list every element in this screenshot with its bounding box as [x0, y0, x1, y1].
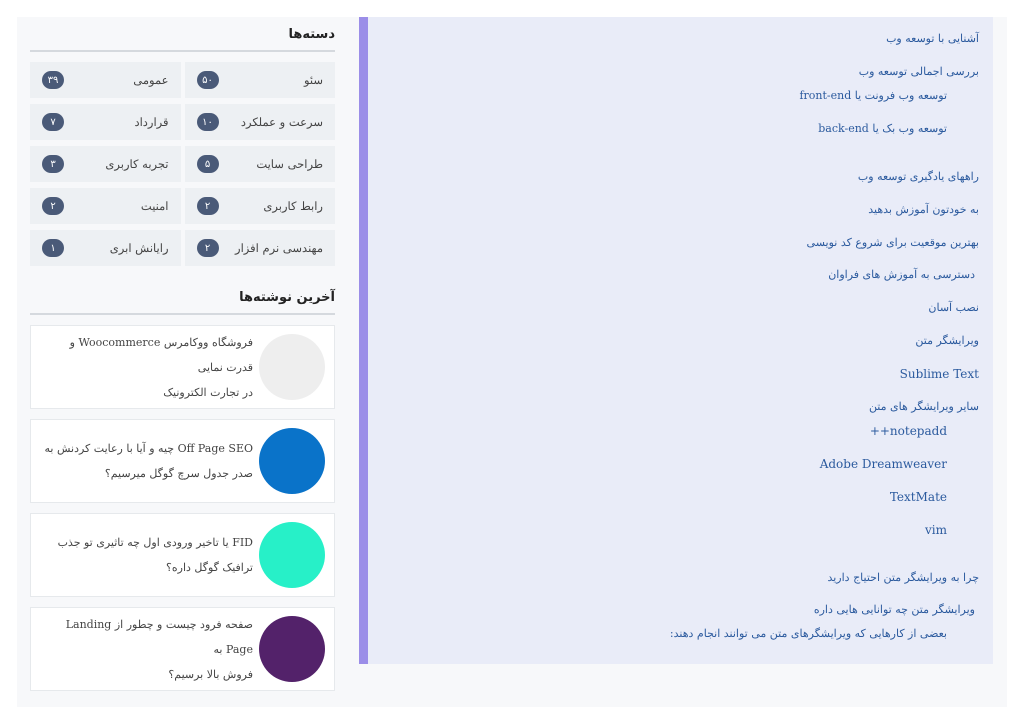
category-item[interactable]	[185, 62, 336, 98]
toc-link[interactable]: توسعه وب فرونت یا front-end	[799, 89, 947, 102]
toc-link[interactable]: چرا به ویرایشگر متن احتیاج دارید	[827, 571, 979, 584]
sidebar	[30, 17, 335, 691]
toc-link[interactable]: ویرایشگر متن چه توانایی هایی داره	[813, 603, 975, 616]
toc-link[interactable]: notepadd++	[869, 424, 947, 438]
categories-title: دسته‌ها	[30, 17, 335, 52]
page	[17, 17, 1007, 707]
category-count-badge: ۲	[197, 239, 219, 257]
recent-post-card[interactable]	[30, 513, 335, 597]
category-name: قرارداد	[134, 115, 169, 129]
recent-post-card[interactable]	[30, 325, 335, 409]
category-item[interactable]	[30, 230, 181, 266]
category-count-badge: ۵	[197, 155, 219, 173]
post-title-line: صفحه فرود چیست و چطور از Landing Page به	[65, 617, 253, 656]
category-count-badge: ۲	[197, 197, 219, 215]
toc-link[interactable]: دسترسی به آموزش های فراوان	[828, 268, 975, 281]
category-item[interactable]	[30, 104, 181, 140]
post-title-link[interactable]	[40, 530, 259, 580]
category-name: مهندسی نرم افزار	[235, 241, 323, 255]
category-count-badge: ۳۹	[42, 71, 64, 89]
post-title-link[interactable]	[40, 436, 259, 486]
category-item[interactable]	[185, 230, 336, 266]
post-title-line: فروش بالا برسیم؟	[168, 667, 253, 681]
post-thumbnail[interactable]	[259, 428, 325, 494]
category-row	[30, 62, 335, 98]
category-name: تجربه کاربری	[105, 157, 169, 171]
post-title-line: در تجارت الکترونیک	[163, 385, 253, 399]
toc-link[interactable]: نصب آسان	[928, 301, 979, 314]
category-count-badge: ۳	[42, 155, 64, 173]
category-item[interactable]	[185, 188, 336, 224]
category-count-badge: ۵۰	[197, 71, 219, 89]
post-title-link[interactable]	[40, 612, 259, 687]
toc-link[interactable]: راههای یادگیری توسعه وب	[857, 170, 979, 183]
toc-link[interactable]: Sublime Text	[899, 367, 979, 381]
table-of-contents-panel	[359, 17, 993, 664]
category-item[interactable]	[30, 188, 181, 224]
category-name: رایانش ابری	[109, 241, 169, 255]
category-item[interactable]	[30, 62, 181, 98]
category-name: امنیت	[140, 199, 169, 213]
category-row	[30, 104, 335, 140]
toc-link[interactable]: توسعه وب بک یا back-end	[818, 122, 947, 135]
category-count-badge: ۲	[42, 197, 64, 215]
toc-link[interactable]: بهترین موقعیت برای شروع کد نویسی	[806, 236, 979, 249]
category-row	[30, 230, 335, 266]
post-thumbnail[interactable]	[259, 334, 325, 400]
post-thumbnail[interactable]	[259, 522, 325, 588]
category-name: طراحی سایت	[256, 157, 323, 171]
toc-link[interactable]: TextMate	[889, 490, 947, 504]
toc-link[interactable]: به خودتون آموزش بدهید	[868, 203, 979, 216]
recent-post-card[interactable]	[30, 419, 335, 503]
toc-link[interactable]: vim	[925, 523, 947, 537]
toc-link[interactable]: آشنایی با توسعه وب	[886, 32, 979, 45]
post-title-line: FID یا تاخیر ورودی اول چه تاثیری تو جذب	[57, 536, 253, 549]
toc-link[interactable]: بررسی اجمالی توسعه وب	[858, 65, 979, 78]
toc-link[interactable]: Adobe Dreamweaver	[819, 457, 947, 471]
post-title-line: ترافیک گوگل داره؟	[166, 561, 253, 574]
category-name: رابط کاربری	[263, 199, 323, 213]
recent-post-card[interactable]	[30, 607, 335, 691]
post-thumbnail[interactable]	[259, 616, 325, 682]
category-item[interactable]	[185, 146, 336, 182]
post-title-link[interactable]	[40, 330, 259, 405]
category-name: سئو	[303, 73, 323, 87]
toc-link[interactable]: بعضی از کارهایی که ویرایشگرهای متن می توانند انجام دهند:	[669, 627, 947, 640]
category-item[interactable]	[185, 104, 336, 140]
category-name: عمومی	[133, 73, 169, 87]
post-title-line: Off Page SEO چیه و آیا با رعایت کردنش به	[44, 442, 253, 455]
category-count-badge: ۱۰	[197, 113, 219, 131]
toc-link[interactable]: سایر ویرایشگر های متن	[868, 400, 979, 413]
categories-list	[30, 62, 335, 266]
category-name: سرعت و عملکرد	[240, 115, 323, 129]
post-title-line: فروشگاه ووکامرس Woocommerce و قدرت نمایی	[69, 335, 253, 374]
post-title-line: صدر جدول سرچ گوگل میرسیم؟	[104, 467, 253, 480]
category-row	[30, 146, 335, 182]
category-count-badge: ۱	[42, 239, 64, 257]
category-count-badge: ۷	[42, 113, 64, 131]
recent-posts-list	[30, 325, 335, 691]
category-item[interactable]	[30, 146, 181, 182]
category-row	[30, 188, 335, 224]
recent-posts-title: آخرین نوشته‌ها	[30, 280, 335, 315]
toc-link[interactable]: ویرایشگر متن	[915, 334, 979, 347]
